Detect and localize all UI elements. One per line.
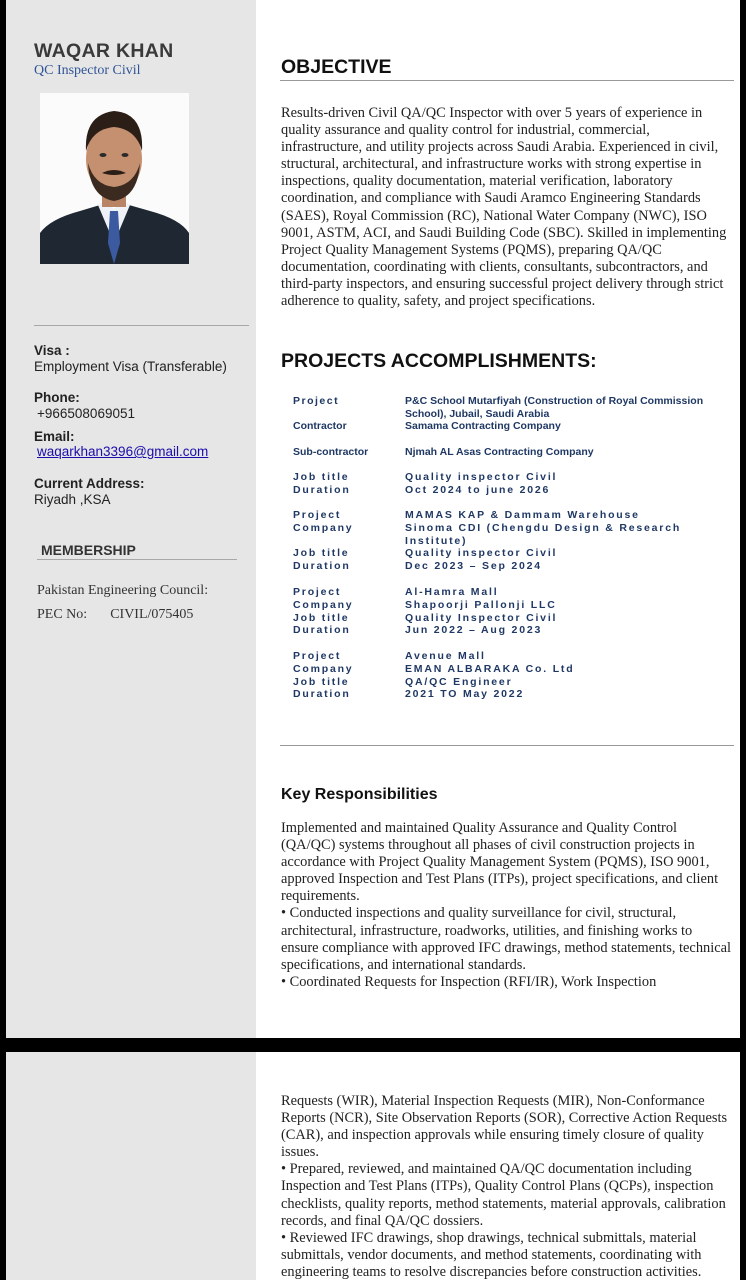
- job-title-label: Job title: [293, 675, 350, 688]
- job-title-label: Job title: [293, 611, 350, 624]
- responsibilities-text: [281, 820, 733, 991]
- subcontractor-label: Sub-contractor: [293, 445, 369, 458]
- duration-value: Jun 2022 – Aug 2023: [405, 624, 543, 637]
- profile-photo: [40, 93, 189, 264]
- responsibility-bullet: • Conducted inspections and quality surveillance for civil, structural, architectural, infrastructure, roadworks, utilities, and finishing works to ensure compliance with approved IFC drawings, method statements, technical specifications, and international standards.: [281, 905, 731, 973]
- job-title-value: Quality Inspector Civil: [405, 611, 558, 624]
- duration-label: Duration: [293, 688, 351, 701]
- company-value: Sinoma CDI (Chengdu Design & Research Institute): [405, 521, 682, 547]
- duration-label: Duration: [293, 560, 351, 573]
- phone-label: Phone:: [34, 390, 80, 405]
- duration-value: 2021 TO May 2022: [405, 688, 525, 701]
- project-block: [293, 395, 733, 497]
- responsibilities-heading: Key Responsibilities: [281, 786, 438, 803]
- project-block: [293, 509, 733, 573]
- email-label: Email:: [34, 429, 75, 444]
- job-title-value: QA/QC Engineer: [405, 675, 513, 688]
- candidate-role: QC Inspector Civil: [34, 63, 141, 78]
- duration-value: Oct 2024 to june 2026: [405, 483, 551, 496]
- objective-divider: [280, 80, 734, 81]
- project-value: MAMAS KAP & Dammam Warehouse: [405, 509, 640, 521]
- email-link[interactable]: waqarkhan3396@gmail.com: [37, 444, 209, 459]
- job-title-value: Quality inspector Civil: [405, 547, 558, 560]
- contractor-label: Contractor: [293, 420, 347, 432]
- sidebar: [6, 1052, 256, 1280]
- company-value: EMAN ALBARAKA Co. Ltd: [405, 662, 575, 675]
- responsibility-bullet: • Coordinated Requests for Inspection (RFI/IR), Work Inspection: [281, 973, 657, 990]
- job-title-value: Quality inspector Civil: [405, 471, 558, 483]
- project-value: Al-Hamra Mall: [405, 586, 499, 598]
- duration-label: Duration: [293, 624, 351, 637]
- pec-value: CIVIL/075405: [110, 607, 194, 622]
- address-value: Riyadh ,KSA: [34, 492, 111, 507]
- pec-label: PEC No:: [37, 607, 88, 622]
- job-title-label: Job title: [293, 547, 350, 560]
- responsibility-continuation: Requests (WIR), Material Inspection Requests (MIR), Non-Conformance Reports (NCR), Site Observation Reports (SOR), Corrective Action Requests (CAR), and inspection approvals while ensuring timely closure of quality issues.: [281, 1093, 728, 1161]
- responsibilities-continued: [281, 1093, 733, 1280]
- projects-heading: PROJECTS ACCOMPLISHMENTS:: [281, 350, 597, 372]
- visa-label: Visa :: [34, 343, 70, 358]
- project-label: Project: [293, 395, 340, 407]
- visa-value: Employment Visa (Transferable): [34, 359, 227, 374]
- membership-title: MEMBERSHIP: [41, 542, 136, 558]
- company-label: Company: [293, 662, 354, 675]
- pec-number-row: [37, 607, 193, 623]
- company-label: Company: [293, 521, 354, 534]
- company-label: Company: [293, 598, 354, 611]
- membership-divider: [37, 559, 237, 560]
- objective-text: Results-driven Civil QA/QC Inspector with over 5 years of experience in quality assurance and quality control for industrial, commercial, infrastructure, and utility projects across Saudi Arabia. Experienced in civil, structural, architectural, and infrastructure works with strong expertise in inspections, quality documentation, material verification, laboratory coordination, and compliance with Saudi Aramco Engineering Standards (SAES), Royal Commission (RC), National Water Company (NWC), ISO 9001, ASTM, ACI, and Saudi Building Code (SBC). Skilled in implementing Project Quality Management Systems (PQMS), preparing QA/QC documentation, coordinating with clients, consultants, subcontractors, and third-party inspectors, and ensuring successful project delivery through strict adherence to quality, safety, and project specifications.: [281, 105, 727, 310]
- job-title-label: Job title: [293, 471, 350, 483]
- main-content: [256, 1052, 740, 1280]
- project-label: Project: [293, 509, 342, 521]
- project-label: Project: [293, 650, 342, 662]
- duration-label: Duration: [293, 483, 351, 496]
- sidebar: [6, 0, 256, 1038]
- responsibility-bullet: • Reviewed IFC drawings, shop drawings, technical submittals, material submittals, vendor documents, and method statements, coordinating with engineering teams to resolve discrepancies before construction activities.: [281, 1229, 702, 1280]
- contractor-value: Samama Contracting Company: [405, 420, 561, 432]
- duration-value: Dec 2023 – Sep 2024: [405, 560, 542, 573]
- responsibility-intro: Implemented and maintained Quality Assurance and Quality Control (QA/QC) systems throughout all phases of civil construction projects in accordance with Project Quality Management System (PQMS), ISO 9001, approved Inspection and Test Plans (ITPs), project specifications, and client requirements.: [281, 820, 719, 905]
- objective-heading: OBJECTIVE: [281, 56, 392, 78]
- project-block: [293, 650, 733, 701]
- resume-page-2: [6, 1052, 740, 1280]
- project-block: [293, 586, 733, 637]
- responsibility-bullet: • Prepared, reviewed, and maintained QA/QC documentation including Inspection and Test Plans (ITPs), Quality Control Plans (QCPs), inspection checklists, quality reports, method statements, material approvals, calibration records, and final QA/QC dossiers.: [281, 1161, 726, 1229]
- subcontractor-value: Njmah AL Asas Contracting Company: [405, 445, 594, 458]
- project-value: Avenue Mall: [405, 650, 486, 662]
- membership-org: Pakistan Engineering Council:: [37, 583, 209, 598]
- candidate-name: WAQAR KHAN: [34, 40, 174, 62]
- resume-page-1: [6, 0, 740, 1038]
- projects-divider: [280, 745, 734, 746]
- main-content: [256, 0, 740, 1038]
- sidebar-divider: [34, 325, 249, 326]
- company-value: Shapoorji Pallonji LLC: [405, 598, 557, 611]
- address-label: Current Address:: [34, 476, 145, 491]
- project-label: Project: [293, 586, 342, 598]
- project-value: P&C School Mutarfiyah (Construction of Royal Commission School), Jubail, Saudi Arabia: [405, 395, 704, 420]
- phone-value: +966508069051: [37, 406, 135, 421]
